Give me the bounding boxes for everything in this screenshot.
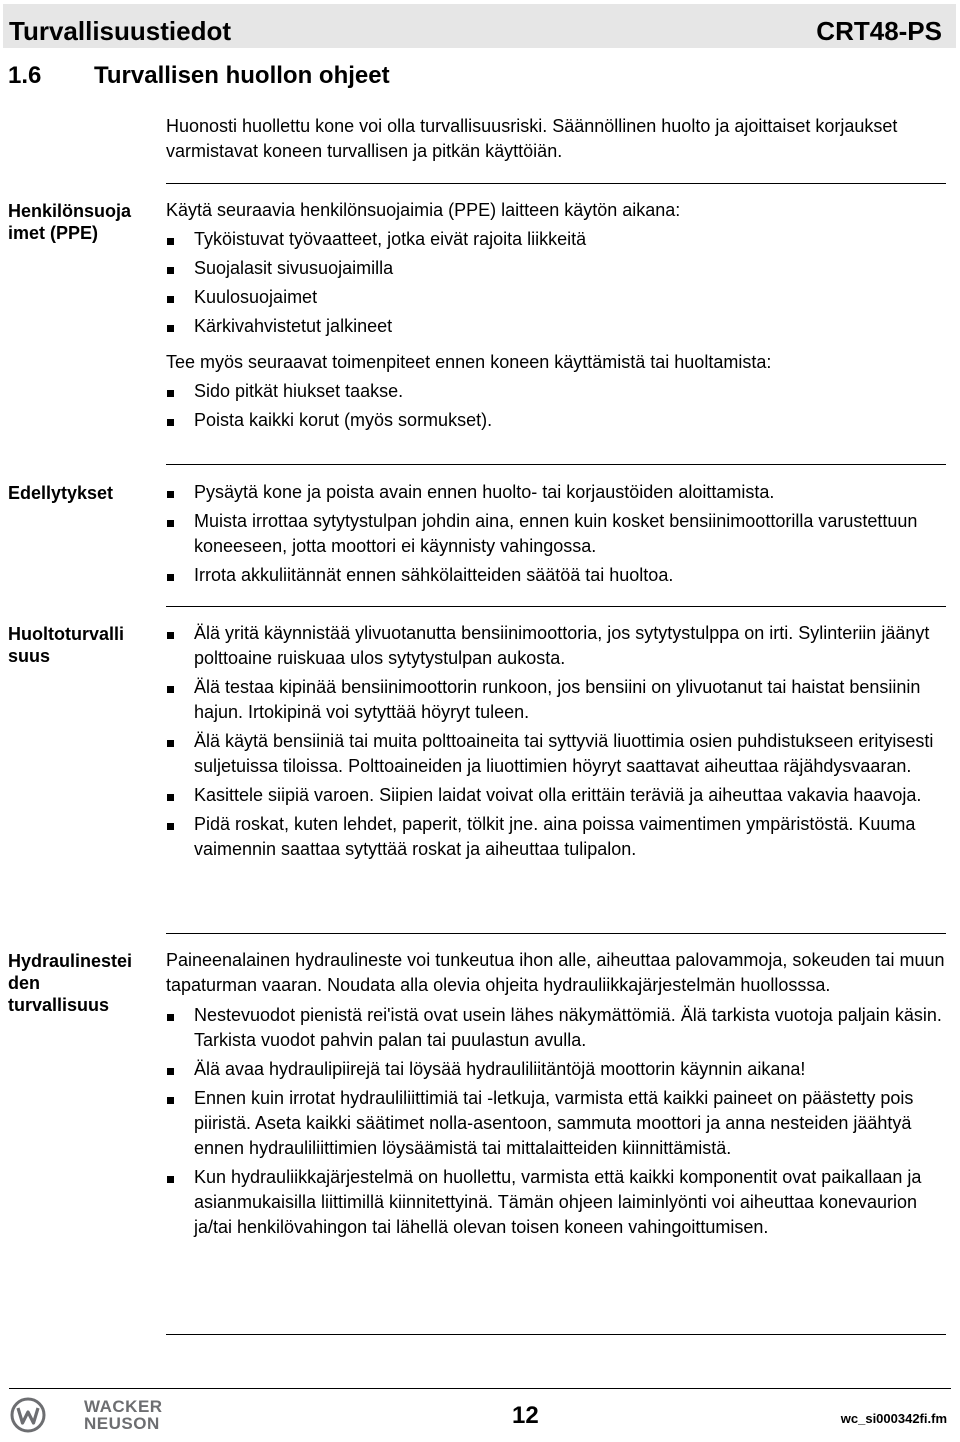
divider: [166, 933, 946, 934]
list-item: Tyköistuvat työvaatteet, jotka eivät rajoita liikkeitä: [166, 227, 946, 252]
list-item: Pysäytä kone ja poista avain ennen huolto- tai korjaustöiden aloittamista.: [166, 480, 946, 505]
hydraulic-block: [166, 948, 946, 1240]
list-item: Poista kaikki korut (myös sormukset).: [166, 408, 946, 433]
wacker-neuson-logo-icon: [10, 1397, 46, 1433]
list-item: Älä avaa hydraulipiirejä tai löysää hydrauliliitäntöjä moottorin käynnin aikana!: [166, 1057, 946, 1082]
prerequisites-label: Edellytykset: [8, 483, 114, 503]
model-number: CRT48-PS: [816, 16, 942, 46]
list-item: Irrota akkuliitännät ennen sähkölaitteiden säätöä tai huoltoa.: [166, 563, 946, 588]
divider: [166, 606, 946, 607]
hydraulic-list: [166, 1003, 946, 1240]
hydraulic-intro: Paineenalainen hydraulineste voi tunkeutua ihon alle, aiheuttaa palovammoja, sokeuden tai muun tapaturman vaaran. Noudata alla olevia ohjeita hydrauliikkajärjestelmän huollosssa.: [166, 950, 945, 995]
divider: [166, 464, 946, 465]
file-reference: wc_si000342fi.fm: [840, 1411, 947, 1426]
footer-rule: [9, 1388, 951, 1389]
section-number: 1.6: [8, 62, 42, 89]
list-item: Pidä roskat, kuten lehdet, paperit, tölkit jne. aina poissa vaimentimen ympäristöstä. Kuuma vaimennin saattaa sytyttää roskat ja aiheuttaa tulipalon.: [166, 812, 946, 862]
maintenance-block: [166, 621, 946, 862]
brand-name: WACKER NEUSON: [84, 1397, 163, 1433]
list-item: Älä yritä käynnistää ylivuotanutta bensiinimoottoria, jos sytytystulppa on irti. Sylinteriin jäänyt polttoaine ruiskuaa ulos sytytystulpan aukosta.: [166, 621, 946, 671]
prerequisites-block: [166, 480, 946, 588]
section-title: Turvallisen huollon ohjeet: [94, 62, 390, 89]
ppe-block: [166, 198, 946, 433]
prerequisites-list: [166, 480, 946, 588]
list-item: Nestevuodot pienistä rei'istä ovat usein lähes näkymättömiä. Älä tarkista vuotoja paljain käsin. Tarkista vuodot pahvin palan tai puulastun avulla.: [166, 1003, 946, 1053]
maintenance-list: [166, 621, 946, 862]
list-item: Kasittele siipiä varoen. Siipien laidat voivat olla erittäin teräviä ja aiheuttaa vakavia haavoja.: [166, 783, 946, 808]
list-item: Sido pitkät hiukset taakse.: [166, 379, 946, 404]
divider: [166, 1334, 946, 1335]
list-item: Muista irrottaa sytytystulpan johdin aina, ennen kuin kosket bensiinimoottorilla varustettuun koneeseen, jotta moottori ei käynnisty vahingossa.: [166, 509, 946, 559]
hydraulic-label: Hydraulinestei den turvallisuus: [8, 951, 133, 1015]
list-item: Älä testaa kipinää bensiinimoottorin runkoon, jos bensiini on ylivuotanut tai haistat bensiinin hajun. Irtokipinä voi sytyttää höyryt tuleen.: [166, 675, 946, 725]
maintenance-label: Huoltoturvalli suus: [8, 624, 124, 666]
divider: [166, 183, 946, 184]
list-item: Ennen kuin irrotat hydrauliliittimiä tai -letkuja, varmista että kaikki paineet on päästetty pois piiristä. Aseta kaikki säätimet nolla-asentoon, sammuta moottori ja anna nesteiden jäähtyä ennen hydrauliliittimien löysäämistä tai mittalaitteiden kiinnittämistä.: [166, 1086, 946, 1161]
ppe-list-2: [166, 379, 946, 433]
section-intro: Huonosti huollettu kone voi olla turvallisuusriski. Säännöllinen huolto ja ajoittaiset korjaukset varmistavat koneen turvallisen ja pitkän käyttöiän.: [166, 116, 898, 161]
document-title: Turvallisuustiedot: [9, 16, 231, 46]
list-item: Älä käytä bensiiniä tai muita polttoaineita tai syttyviä liuottimia osien puhdistukseen erityisesti suljetuissa tiloissa. Polttoaineiden ja liuottimien höyryt saattavat aiheuttaa räjähdysvaaran.: [166, 729, 946, 779]
ppe-list: [166, 227, 946, 339]
list-item: Kuulosuojaimet: [166, 285, 946, 310]
header-bar: [3, 4, 956, 48]
ppe-lead-2: Tee myös seuraavat toimenpiteet ennen koneen käyttämistä tai huoltamista:: [166, 352, 772, 372]
list-item: Kun hydrauliikkajärjestelmä on huollettu, varmista että kaikki komponentit ovat paikallaan ja asianmukaisilla liittimillä kiinnitettyinä. Tämän ohjeen laiminlyönti voi aiheuttaa konevaurion ja/tai henkilövahingon tai lähellä olevan toisen koneen vahingoittumisen.: [166, 1165, 946, 1240]
section-heading: [8, 62, 390, 90]
list-item: Kärkivahvistetut jalkineet: [166, 314, 946, 339]
wacker-neuson-logo: [10, 1397, 163, 1433]
ppe-lead: Käytä seuraavia henkilönsuojaimia (PPE) laitteen käytön aikana:: [166, 200, 681, 220]
ppe-label: Henkilönsuoja imet (PPE): [8, 201, 132, 243]
list-item: Suojalasit sivusuojaimilla: [166, 256, 946, 281]
page-number: 12: [512, 1402, 539, 1429]
